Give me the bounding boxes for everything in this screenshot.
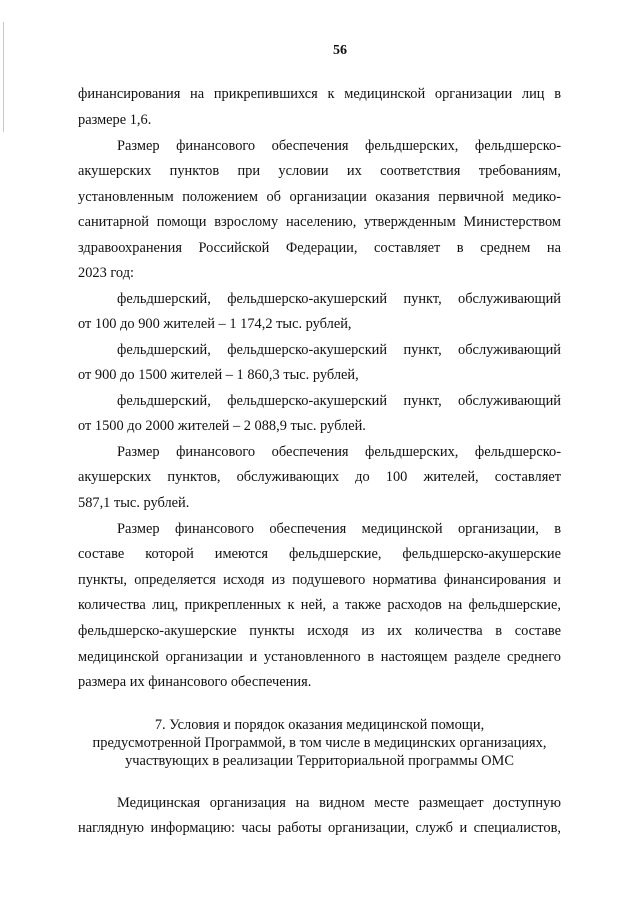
- section-heading-line: 7. Условия и порядок оказания медицинской помощи,: [154, 717, 485, 733]
- paragraph-line: составе которой имеются фельдшерские, фельдшерско-акушерские: [78, 546, 561, 562]
- paragraph-line: размера их финансового обеспечения.: [78, 674, 312, 690]
- paragraph-line: фельдшерский, фельдшерско-акушерский пункт, обслуживающий: [117, 291, 561, 307]
- paragraph-line: количества лиц, прикрепленных к ней, а также расходов на фельдшерские,: [78, 597, 561, 613]
- paragraph-line: финансирования на прикрепившихся к медицинской организации лиц в: [78, 86, 561, 102]
- paragraph-line: акушерских пунктов, обслуживающих до 100 жителей, составляет: [78, 469, 561, 485]
- page-number: 56: [333, 43, 347, 58]
- paragraph-line: Размер финансового обеспечения фельдшерских, фельдшерско-: [117, 444, 561, 460]
- paragraph-line: фельдшерско-акушерские пункты исходя из их количества в составе: [78, 623, 561, 639]
- paragraph-line: 2023 год:: [78, 265, 135, 281]
- paragraph-line: фельдшерский, фельдшерско-акушерский пункт, обслуживающий: [117, 393, 561, 409]
- section-heading-line: предусмотренной Программой, в том числе в медицинских организациях,: [92, 735, 547, 751]
- paragraph-line: наглядную информацию: часы работы организации, служб и специалистов,: [78, 820, 561, 836]
- paragraph-line: пункты, определяется исходя из подушевого норматива финансирования и: [78, 572, 561, 588]
- paragraph-line: медицинской организации и установленного в настоящем разделе среднего: [78, 649, 561, 665]
- paragraph-line: 587,1 тыс. рублей.: [78, 495, 190, 511]
- paragraph-line: Медицинская организация на видном месте размещает доступную: [117, 795, 561, 811]
- paragraph-line: Размер финансового обеспечения медицинской организации, в: [117, 521, 561, 537]
- section-heading-line: участвующих в реализации Территориальной программы ОМС: [125, 753, 514, 769]
- paragraph-line: от 900 до 1500 жителей – 1 860,3 тыс. рублей,: [78, 367, 359, 383]
- paragraph-line: здравоохранения Российской Федерации, составляет в среднем на: [78, 240, 561, 256]
- paragraph-line: размере 1,6.: [78, 112, 152, 128]
- paragraph-line: Размер финансового обеспечения фельдшерских, фельдшерско-: [117, 138, 561, 154]
- paragraph-line: от 1500 до 2000 жителей – 2 088,9 тыс. рублей.: [78, 418, 366, 434]
- paragraph-line: фельдшерский, фельдшерско-акушерский пункт, обслуживающий: [117, 342, 561, 358]
- paragraph-line: санитарной помощи взрослому населению, утвержденным Министерством: [78, 214, 561, 230]
- scan-edge-mark: [3, 22, 4, 132]
- paragraph-line: от 100 до 900 жителей – 1 174,2 тыс. рублей,: [78, 316, 352, 332]
- paragraph-line: акушерских пунктов при условии их соответствия требованиям,: [78, 163, 561, 179]
- paragraph-line: установленным положением об организации оказания первичной медико-: [78, 189, 561, 205]
